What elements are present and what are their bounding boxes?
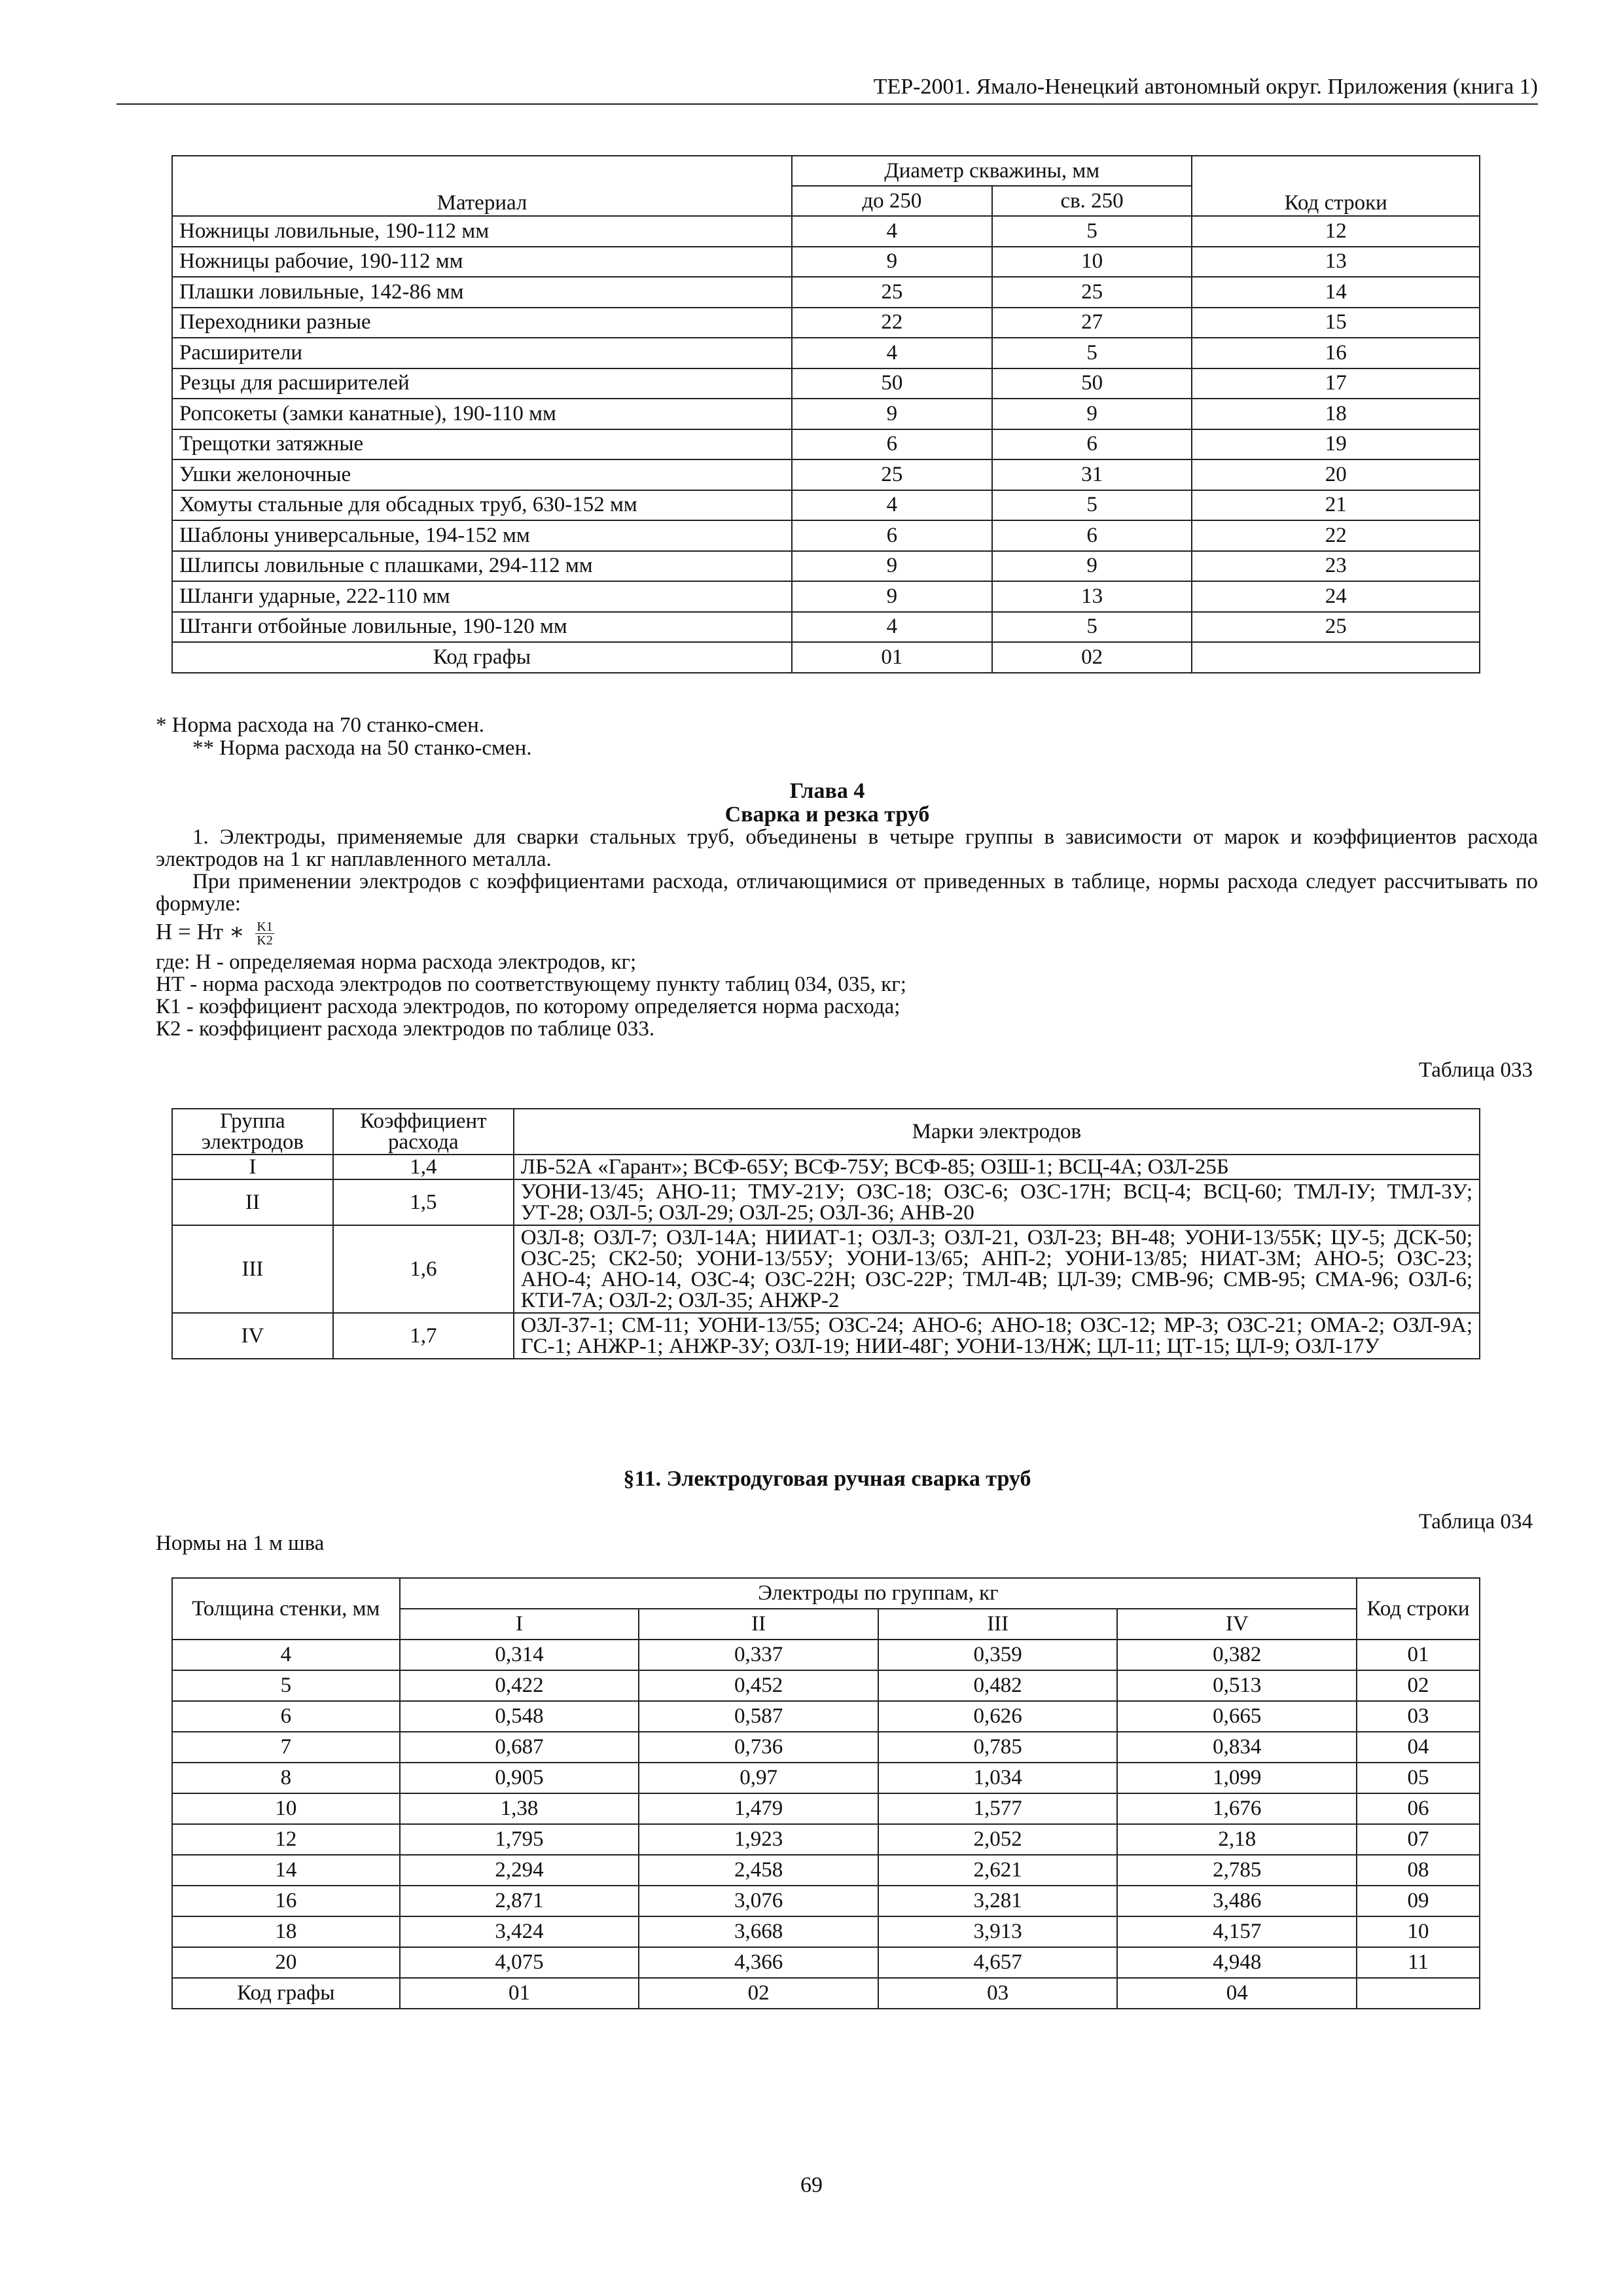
value-d1: 25: [792, 277, 992, 308]
electrode-brands: ОЗЛ-37-1; СМ-11; УОНИ-13/55; ОЗС-24; АНО-6; АНО-18; ОЗС-12; МР-3; ОЗС-21; ОМА-2; ОЗЛ-9А; ГС-1; АНЖР-1; АНЖР-3У; ОЗЛ-19; НИИ-48Г; УОНИ-13/НЖ; ЦЛ-11; ЦТ-15; ЦЛ-9; ОЗЛ-17У: [514, 1313, 1480, 1359]
footnote: * Норма расхода на 70 станко-смен.: [156, 713, 484, 737]
row-code: 14: [1192, 277, 1480, 308]
electrode-norm: 3,424: [400, 1916, 639, 1947]
table-row: [172, 1947, 1480, 1978]
col-brands-header: Марки электродов: [514, 1109, 1480, 1155]
col-group-iii: III: [878, 1609, 1118, 1640]
electrode-norm: 1,38: [400, 1793, 639, 1824]
table-row: [172, 490, 1480, 521]
value-d1: 4: [792, 490, 992, 521]
material-name: Шланги ударные, 222-110 мм: [172, 581, 792, 612]
row-code: 21: [1192, 490, 1480, 521]
value-d1: 6: [792, 429, 992, 460]
definition-line: К2 - коэффициент расхода электродов по таблице 033.: [156, 1017, 655, 1041]
electrode-norm: 1,795: [400, 1824, 639, 1855]
col-coef-header: Коэффициент расхода: [333, 1109, 514, 1155]
electrode-norm: 3,486: [1117, 1886, 1357, 1916]
wall-thickness: 16: [172, 1886, 400, 1916]
row-code: 06: [1357, 1793, 1480, 1824]
materials-table: [171, 155, 1480, 673]
value-d2: 27: [992, 308, 1192, 338]
material-name: Переходники разные: [172, 308, 792, 338]
table-label: Таблица 034: [1418, 1510, 1533, 1534]
col-group-iv: IV: [1117, 1609, 1357, 1640]
electrode-norm: 3,668: [639, 1916, 878, 1947]
footer-empty: [1357, 1978, 1480, 2009]
table-row: [172, 368, 1480, 399]
electrode-group: III: [172, 1225, 333, 1313]
wall-thickness: 10: [172, 1793, 400, 1824]
electrode-norm: 0,97: [639, 1763, 878, 1793]
value-d1: 4: [792, 612, 992, 643]
table-row: [172, 1225, 1480, 1313]
electrode-norm: 2,621: [878, 1855, 1118, 1886]
table-row: [172, 1179, 1480, 1225]
value-d2: 5: [992, 338, 1192, 368]
row-code: 02: [1357, 1670, 1480, 1701]
electrode-norm: 0,785: [878, 1732, 1118, 1763]
value-d2: 5: [992, 612, 1192, 643]
wall-thickness: 7: [172, 1732, 400, 1763]
wall-thickness: 20: [172, 1947, 400, 1978]
material-name: Трещотки затяжные: [172, 429, 792, 460]
table-row: [172, 459, 1480, 490]
table-footer-row: [172, 642, 1480, 673]
col-groups-header: Электроды по группам, кг: [400, 1578, 1357, 1609]
electrode-brands: ЛБ-52А «Гарант»; ВСФ-65У; ВСФ-75У; ВСФ-85; ОЗШ-1; ВСЦ-4А; ОЗЛ-25Б: [514, 1155, 1480, 1179]
footer-code: 02: [639, 1978, 878, 2009]
materials-table-body: [172, 216, 1480, 642]
material-name: Расширители: [172, 338, 792, 368]
electrode-norm: 0,337: [639, 1640, 878, 1670]
table-row: [172, 277, 1480, 308]
table-row: [172, 612, 1480, 643]
material-name: Штанги отбойные ловильные, 190-120 мм: [172, 612, 792, 643]
footer-code: 04: [1117, 1978, 1357, 2009]
row-code: 18: [1192, 399, 1480, 429]
electrode-norm: 4,366: [639, 1947, 878, 1978]
material-name: Плашки ловильные, 142-86 мм: [172, 277, 792, 308]
wall-thickness: 8: [172, 1763, 400, 1793]
value-d2: 5: [992, 490, 1192, 521]
value-d1: 9: [792, 399, 992, 429]
col-d2-header: св. 250: [992, 186, 1192, 216]
electrode-group: II: [172, 1179, 333, 1225]
row-code: 10: [1357, 1916, 1480, 1947]
wall-thickness: 18: [172, 1916, 400, 1947]
table-row: [172, 216, 1480, 247]
table-row: [172, 1793, 1480, 1824]
row-code: 09: [1357, 1886, 1480, 1916]
electrode-norm: 0,736: [639, 1732, 878, 1763]
definition-line: где: Н - определяемая норма расхода электродов, кг;: [156, 950, 637, 974]
electrode-norm: 1,676: [1117, 1793, 1357, 1824]
material-name: Резцы для расширителей: [172, 368, 792, 399]
col-material-header: Материал: [172, 156, 792, 216]
electrode-norm: 4,157: [1117, 1916, 1357, 1947]
table-row: [172, 1886, 1480, 1916]
value-d1: 25: [792, 459, 992, 490]
electrode-norm: 0,382: [1117, 1640, 1357, 1670]
electrode-group: IV: [172, 1313, 333, 1359]
row-code: 04: [1357, 1732, 1480, 1763]
wall-thickness: 12: [172, 1824, 400, 1855]
electrode-norm: 0,452: [639, 1670, 878, 1701]
row-code: 03: [1357, 1701, 1480, 1732]
chapter-name: Сварка и резка труб: [724, 802, 930, 827]
consumption-coef: 1,6: [333, 1225, 514, 1313]
table-row: [172, 399, 1480, 429]
value-d1: 4: [792, 338, 992, 368]
row-code: 05: [1357, 1763, 1480, 1793]
col-group-ii: II: [639, 1609, 878, 1640]
table-row: [172, 308, 1480, 338]
value-d2: 9: [992, 551, 1192, 582]
paragraph: 1. Электроды, применяемые для сварки стальных труб, объединены в четыре группы в зависимости от марок и коэффициентов расхода электродов на 1 кг наплавленного металла.: [156, 825, 1538, 871]
formula-left: Н = Нт ∗: [156, 919, 245, 944]
consumption-coef: 1,4: [333, 1155, 514, 1179]
footer-code: 01: [400, 1978, 639, 2009]
table-row: [172, 1732, 1480, 1763]
material-name: Ропсокеты (замки канатные), 190-110 мм: [172, 399, 792, 429]
electrode-groups-table: [171, 1108, 1480, 1359]
row-code: 24: [1192, 581, 1480, 612]
electrode-norm: 0,359: [878, 1640, 1118, 1670]
value-d2: 6: [992, 429, 1192, 460]
electrode-norm: 0,513: [1117, 1670, 1357, 1701]
electrode-norm: 1,034: [878, 1763, 1118, 1793]
row-code: 01: [1357, 1640, 1480, 1670]
electrode-norm: 4,657: [878, 1947, 1118, 1978]
row-code: 16: [1192, 338, 1480, 368]
col-diameter-header: Диаметр скважины, мм: [792, 156, 1192, 186]
wall-thickness: 4: [172, 1640, 400, 1670]
formula: [156, 919, 274, 947]
footer-empty: [1192, 642, 1480, 673]
row-code: 23: [1192, 551, 1480, 582]
electrode-norm: 0,482: [878, 1670, 1118, 1701]
table-row: [172, 429, 1480, 460]
table-row: [172, 1155, 1480, 1179]
electrode-norm: 0,548: [400, 1701, 639, 1732]
value-d1: 4: [792, 216, 992, 247]
col-group-i: I: [400, 1609, 639, 1640]
paragraph: При применении электродов с коэффициентами расхода, отличающимися от приведенных в таблице, нормы расхода следует рассчитывать по формуле:: [156, 870, 1538, 916]
material-name: Хомуты стальные для обсадных труб, 630-152 мм: [172, 490, 792, 521]
consumption-coef: 1,5: [333, 1179, 514, 1225]
material-name: Шлипсы ловильные с плашками, 294-112 мм: [172, 551, 792, 582]
electrode-norm: 1,479: [639, 1793, 878, 1824]
material-name: Шаблоны универсальные, 194-152 мм: [172, 520, 792, 551]
formula-numerator: K1: [257, 920, 273, 935]
electrode-norm: 1,099: [1117, 1763, 1357, 1793]
table-row: [172, 1916, 1480, 1947]
table-row: [172, 1313, 1480, 1359]
row-code: 19: [1192, 429, 1480, 460]
running-header: ТЕР-2001. Ямало-Ненецкий автономный округ. Приложения (книга 1): [116, 75, 1538, 105]
table-row: [172, 551, 1480, 582]
electrode-norm: 2,458: [639, 1855, 878, 1886]
electrode-norm: 0,665: [1117, 1701, 1357, 1732]
value-d2: 50: [992, 368, 1192, 399]
row-code: 20: [1192, 459, 1480, 490]
table-row: [172, 1824, 1480, 1855]
value-d2: 9: [992, 399, 1192, 429]
electrode-norm: 3,076: [639, 1886, 878, 1916]
row-code: 25: [1192, 612, 1480, 643]
value-d1: 6: [792, 520, 992, 551]
electrode-norm: 3,281: [878, 1886, 1118, 1916]
definition-line: К1 - коэффициент расхода электродов, по которому определяется норма расхода;: [156, 995, 901, 1018]
electrode-brands: ОЗЛ-8; ОЗЛ-7; ОЗЛ-14А; НИИАТ-1; ОЗЛ-3; ОЗЛ-21, ОЗЛ-23; ВН-48; УОНИ-13/55К; ЦУ-5; ДСК-50; ОЗС-25; СК2-50; УОНИ-13/55У; УОНИ-13/65; АНП-2; УОНИ-13/85; НИАТ-3М; АНО-5; ОЗС-23; АНО-4; АНО-14, ОЗС-4; ОЗС-22Н; ОЗС-22Р; ТМЛ-4В; ЦЛ-39; СМВ-96; СМВ-95; СМА-96; ОЗЛ-6; КТИ-7А; ОЗЛ-2; ОЗЛ-35; АНЖР-2: [514, 1225, 1480, 1313]
footnote: ** Норма расхода на 50 станко-смен.: [192, 736, 532, 760]
electrode-norm: 2,052: [878, 1824, 1118, 1855]
footer-code: 02: [992, 642, 1192, 673]
value-d2: 5: [992, 216, 1192, 247]
welding-norms-body: [172, 1640, 1480, 1978]
table-row: [172, 1670, 1480, 1701]
electrode-norm: 0,905: [400, 1763, 639, 1793]
row-code: 15: [1192, 308, 1480, 338]
definition-line: НТ - норма расхода электродов по соответствующему пункту таблиц 034, 035, кг;: [156, 973, 906, 996]
electrode-norm: 2,294: [400, 1855, 639, 1886]
electrode-norm: 0,587: [639, 1701, 878, 1732]
electrode-norm: 1,923: [639, 1824, 878, 1855]
electrode-brands: УОНИ-13/45; АНО-11; ТМУ-21У; ОЗС-18; ОЗС-6; ОЗС-17Н; ВСЦ-4; ВСЦ-60; ТМЛ-IУ; ТМЛ-3У; УТ-28; ОЗЛ-5; ОЗЛ-29; ОЗЛ-25; ОЗЛ-36; АНВ-20: [514, 1179, 1480, 1225]
col-d1-header: до 250: [792, 186, 992, 216]
electrode-norm: 4,948: [1117, 1947, 1357, 1978]
footer-label: Код графы: [172, 642, 792, 673]
col-thickness-header: Толщина стенки, мм: [172, 1578, 400, 1640]
wall-thickness: 5: [172, 1670, 400, 1701]
row-code: 11: [1357, 1947, 1480, 1978]
consumption-coef: 1,7: [333, 1313, 514, 1359]
row-code: 17: [1192, 368, 1480, 399]
table-row: [172, 1701, 1480, 1732]
material-name: Ножницы рабочие, 190-112 мм: [172, 247, 792, 278]
row-code: 13: [1192, 247, 1480, 278]
row-code: 12: [1192, 216, 1480, 247]
electrode-norm: 1,577: [878, 1793, 1118, 1824]
value-d2: 6: [992, 520, 1192, 551]
footer-code: 03: [878, 1978, 1118, 2009]
table-row: [172, 520, 1480, 551]
value-d2: 31: [992, 459, 1192, 490]
wall-thickness: 14: [172, 1855, 400, 1886]
electrode-norm: 0,314: [400, 1640, 639, 1670]
electrode-groups-body: [172, 1155, 1480, 1359]
electrode-norm: 0,834: [1117, 1732, 1357, 1763]
row-code: 07: [1357, 1824, 1480, 1855]
chapter-title: Глава 4: [789, 779, 865, 803]
table-row: [172, 1640, 1480, 1670]
norms-caption: Нормы на 1 м шва: [156, 1532, 325, 1555]
wall-thickness: 6: [172, 1701, 400, 1732]
table-row: [172, 581, 1480, 612]
welding-norms-table: [171, 1577, 1480, 2009]
value-d2: 10: [992, 247, 1192, 278]
electrode-norm: 0,687: [400, 1732, 639, 1763]
value-d1: 22: [792, 308, 992, 338]
row-code: 08: [1357, 1855, 1480, 1886]
table-row: [172, 1855, 1480, 1886]
formula-denominator: K2: [257, 933, 273, 948]
value-d2: 25: [992, 277, 1192, 308]
electrode-group: I: [172, 1155, 333, 1179]
material-name: Ушки желоночные: [172, 459, 792, 490]
table-footer-row: [172, 1978, 1480, 2009]
row-code: 22: [1192, 520, 1480, 551]
value-d1: 50: [792, 368, 992, 399]
electrode-norm: 3,913: [878, 1916, 1118, 1947]
footer-label: Код графы: [172, 1978, 400, 2009]
electrode-norm: 0,626: [878, 1701, 1118, 1732]
page-number: 69: [800, 2173, 823, 2197]
electrode-norm: 4,075: [400, 1947, 639, 1978]
value-d1: 9: [792, 551, 992, 582]
footer-code: 01: [792, 642, 992, 673]
value-d1: 9: [792, 247, 992, 278]
electrode-norm: 2,871: [400, 1886, 639, 1916]
value-d2: 13: [992, 581, 1192, 612]
col-code-header: Код строки: [1357, 1578, 1480, 1640]
section-title: §11. Электродуговая ручная сварка труб: [623, 1467, 1031, 1491]
value-d1: 9: [792, 581, 992, 612]
electrode-norm: 2,18: [1117, 1824, 1357, 1855]
table-row: [172, 1763, 1480, 1793]
col-code-header: Код строки: [1192, 156, 1480, 216]
electrode-norm: 2,785: [1117, 1855, 1357, 1886]
electrode-norm: 0,422: [400, 1670, 639, 1701]
table-row: [172, 247, 1480, 278]
material-name: Ножницы ловильные, 190-112 мм: [172, 216, 792, 247]
col-group-header: Группа электродов: [172, 1109, 333, 1155]
table-label: Таблица 033: [1418, 1058, 1533, 1082]
table-row: [172, 338, 1480, 368]
formula-fraction: [255, 920, 274, 947]
